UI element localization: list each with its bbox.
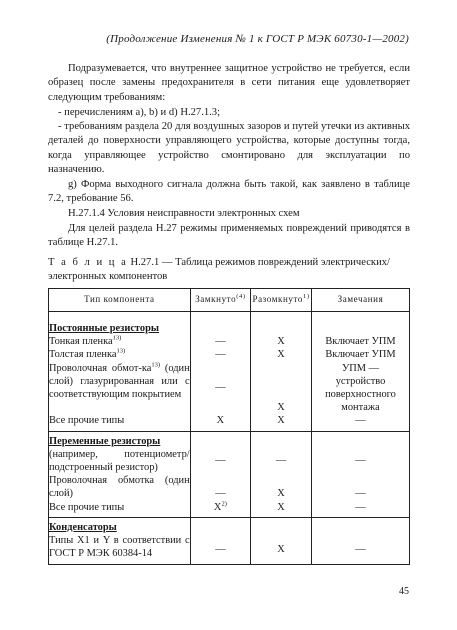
paragraph-fault-modes: Для целей раздела Н.27 режимы применяемых повреждений приводятся в таблице Н.27.1. — [48, 223, 410, 249]
group-title-variable-resistors: Переменные резисторы — [49, 431, 191, 448]
row-label: Проволочная обмотка (один слой) — [49, 475, 190, 500]
cell-closed: — — [190, 335, 250, 348]
cell-note: Включает УПМ — [311, 348, 409, 361]
table-caption-label: Т а б л и ц а — [48, 257, 128, 268]
table-row — [49, 448, 410, 474]
table-caption — [48, 256, 410, 285]
cell-note: — — [311, 474, 409, 500]
cell-note: УПМ — устройство поверхностного монтажа — [311, 362, 409, 415]
table-row — [49, 517, 410, 534]
cell-closed: — — [190, 348, 250, 361]
header-notes: Замечания — [311, 289, 409, 312]
cell-open: Х — [251, 348, 312, 361]
header-component-type: Тип компонента — [49, 289, 191, 312]
cell-closed: — — [190, 534, 250, 565]
row-label: (например, потенциометр/подстроенный резистор) — [49, 448, 190, 474]
paragraph-protective-device: Подразумевается, что внутреннее защитное устройство не требуется, если образец после замены предохранителя в сети питания еще удовлетворяет следующим требованиям: — [48, 63, 410, 103]
header-closed: Замкнуто$^{(4)}$ — [190, 289, 250, 312]
paragraph-list-item-2: - требованиям раздела 20 для воздушных зазоров и путей утечки из активных деталей до поверхности управляющего устройства, которые доступны тогда, когда управляющее устройство смонтировано для эксплуатации по назначению. — [48, 121, 410, 176]
table-row — [49, 534, 410, 565]
cell-open: Х — [251, 534, 312, 565]
row-label: Типы X1 и Y в соответствии с ГОСТ Р МЭК 60384-14 — [49, 534, 191, 565]
header-open: Разомкнуто$^{1)}$ — [251, 289, 312, 312]
table-caption-text: Н.27.1 — Таблица режимов повреждений электрических/электронных компонентов — [48, 257, 390, 283]
row-label: Проволочная обмот-$ка^{13)}$ (один слой) глазурированная или с соответствующим покрытием — [49, 362, 191, 415]
table-row — [49, 312, 410, 336]
cell-open: Х — [251, 362, 312, 415]
cell-open: Х — [251, 335, 312, 348]
group-title-fixed-resistors: Постоянные резисторы — [49, 312, 191, 336]
paragraph-output-signal: g) Форма выходного сигнала должна быть такой, как заявлено в таблице 7.2, требование 56. — [48, 179, 410, 205]
cell-open: — — [251, 448, 312, 474]
row-label: Все прочие типы — [49, 414, 191, 431]
row-label: Все прочие типы — [49, 501, 191, 518]
table-row — [49, 362, 410, 415]
running-header: (Продолжение Изменения № 1 к ГОСТ Р МЭК 60730-1—2002) — [106, 33, 409, 45]
cell-open: Х — [251, 501, 312, 518]
table-header-row — [49, 289, 410, 312]
cell-closed: — — [190, 362, 250, 415]
cell-open: Х — [251, 474, 312, 500]
cell-closed: — — [190, 474, 250, 500]
row-label: Тонкая пленка$^{13)}$ — [49, 335, 191, 348]
cell-closed: — — [190, 448, 250, 474]
fault-modes-table — [48, 288, 410, 565]
cell-note: — — [311, 414, 409, 431]
table-row — [49, 335, 410, 348]
table-row — [49, 431, 410, 448]
cell-note: — — [311, 534, 409, 565]
row-label: Толстая пленка$^{13)}$ — [49, 348, 191, 361]
table-row — [49, 474, 410, 500]
table-row — [49, 501, 410, 518]
cell-note: — — [311, 501, 409, 518]
cell-closed: Х — [190, 414, 250, 431]
paragraph-fault-conditions: Н.27.1.4 Условия неисправности электронных схем — [68, 208, 300, 219]
cell-closed: $Х^{2)}$ — [190, 501, 250, 518]
group-title-capacitors: Конденсаторы — [49, 517, 191, 534]
paragraph-list-item-1: - перечислениям a), b) и d) Н.27.1.3; — [58, 107, 221, 118]
cell-open: Х — [251, 414, 312, 431]
cell-note: Включает УПМ — [311, 335, 409, 348]
page-number: 45 — [399, 586, 409, 597]
table-row — [49, 414, 410, 431]
table-row — [49, 348, 410, 361]
cell-note: — — [311, 448, 409, 474]
